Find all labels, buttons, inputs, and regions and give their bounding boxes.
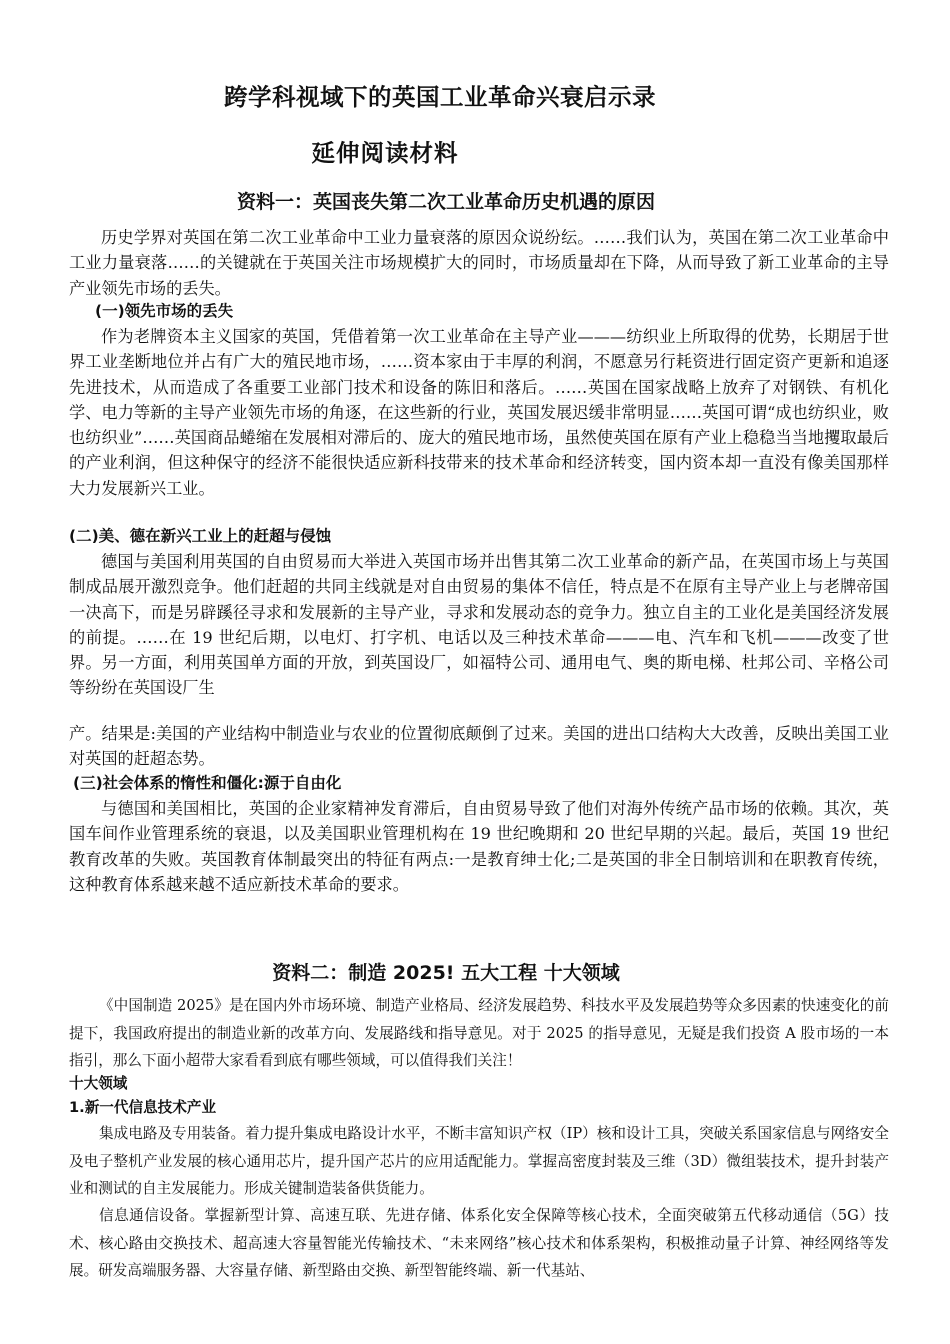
material1-intro: 历史学界对英国在第二次工业革命中工业力量衰落的原因众说纷纭。……我们认为，英国在第二次工业革命中工业力量衰落……的关键就在于英国关注市场规模扩大的同时，市场质量却在下降，从而导致了新工业革命的主导产业领先市场的丢失。 [69, 228, 889, 298]
section3-text: 与德国和美国相比，英国的企业家精神发育滞后，自由贸易导致了他们对海外传统产品市场的依赖。其次，英国车间作业管理系统的衰退，以及美国职业管理机构在 19 世纪晚期和 20 世纪早期的兴起。最后，英国 19 世纪教育改革的失败。英国教育体制最突出的特征有两点:一是教育绅士化;二是英国的非全日制培训和在职教育传统，这种教育体系越来越不适应新技术革命的要求。 [69, 799, 889, 894]
section3-heading: (三)社会体系的惰性和僵化:源于自由化 [73, 774, 342, 792]
field1-paragraph-1: 集成电路及专用装备。着力提升集成电路设计水平，不断丰富知识产权（IP）核和设计工具，突破关系国家信息与网络安全及电子整机产业发展的核心通用芯片，提升国产芯片的应用适配能力。掌握高密度封装及三维（3D）微组装技术，提升封装产业和测试的自主发展能力。形成关键制造装备供货能力。 [69, 1125, 889, 1197]
section2-text-continued: 产。结果是:美国的产业结构中制造业与农业的位置彻底颠倒了过来。美国的进出口结构大大改善，反映出美国工业对英国的赶超态势。 [69, 724, 889, 769]
section1-heading: (一)领先市场的丢失 [95, 302, 234, 320]
ten-fields-heading: 十大领域 [69, 1075, 128, 1092]
material2-title: 资料二：制造 2025! 五大工程 十大领域 [272, 962, 620, 984]
section2-heading: (二)美、德在新兴工业上的赶超与侵蚀 [69, 527, 332, 545]
material2-intro: 《中国制造 2025》是在国内外市场环境、制造产业格局、经济发展趋势、科技水平及发展趋势等众多因素的快速变化的前提下，我国政府提出的制造业新的改革方向、发展路线和指导意见。对于 2025 的指导意见，无疑是我们投资 A 股市场的一本指引，那么下面小超带大家看看到底有哪些领域，可以值得我们关注！ [69, 997, 889, 1069]
field1-paragraph-2: 信息通信设备。掌握新型计算、高速互联、先进存储、体系化安全保障等核心技术，全面突破第五代移动通信（5G）技术、核心路由交换技术、超高速大容量智能光传输技术、“未来网络”核心技术和体系架构，积极推动量子计算、神经网络等发展。研发高端服务器、大容量存储、新型路由交换、新型智能终端、新一代基站、 [69, 1207, 889, 1279]
material1-title: 资料一：英国丧失第二次工业革命历史机遇的原因 [236, 191, 655, 213]
section1-text: 作为老牌资本主义国家的英国，凭借着第一次工业革命在主导产业———纺织业上所取得的优势，长期居于世界工业垄断地位并占有广大的殖民地市场，……资本家由于丰厚的利润，不愿意另行耗资进行固定资产更新和追逐先进技术，从而造成了各重要工业部门技术和设备的陈旧和落后。……英国在国家战略上放弃了对钢铁、有机化学、电力等新的主导产业领先市场的角逐，在这些新的行业，英国发展迟缓非常明显……英国可谓“成也纺织业，败也纺织业”……英国商品蜷缩在发展相对滞后的、庞大的殖民地市场，虽然使英国在原有产业上稳稳当当地攫取最后的产业利润，但这种保守的经济不能很快适应新科技带来的技术革命和经济转变，国内资本却一直没有像美国那样大力发展新兴工业。 [69, 327, 889, 498]
section2-text: 德国与美国利用英国的自由贸易而大举进入英国市场并出售其第二次工业革命的新产品，在英国市场上与英国制成品展开激烈竞争。他们赶超的共同主线就是对自由贸易的集体不信任，特点是不在原有主导产业上与老牌帝国一决高下，而是另辟蹊径寻求和发展新的主导产业，寻求和发展动态的竞争力。独立自主的工业化是美国经济发展的前提。……在 19 世纪后期，以电灯、打字机、电话以及三种技术革命———电、汽车和飞机———改变了世界。另一方面，利用英国单方面的开放，到英国设厂，如福特公司、通用电气、奥的斯电梯、杜邦公司、辛格公司等纷纷在英国设厂生 [69, 552, 889, 698]
document-subtitle: 延伸阅读材料 [311, 139, 459, 167]
field1-heading: 1.新一代信息技术产业 [69, 1099, 217, 1116]
document-title: 跨学科视域下的英国工业革命兴衰启示录 [224, 83, 656, 111]
